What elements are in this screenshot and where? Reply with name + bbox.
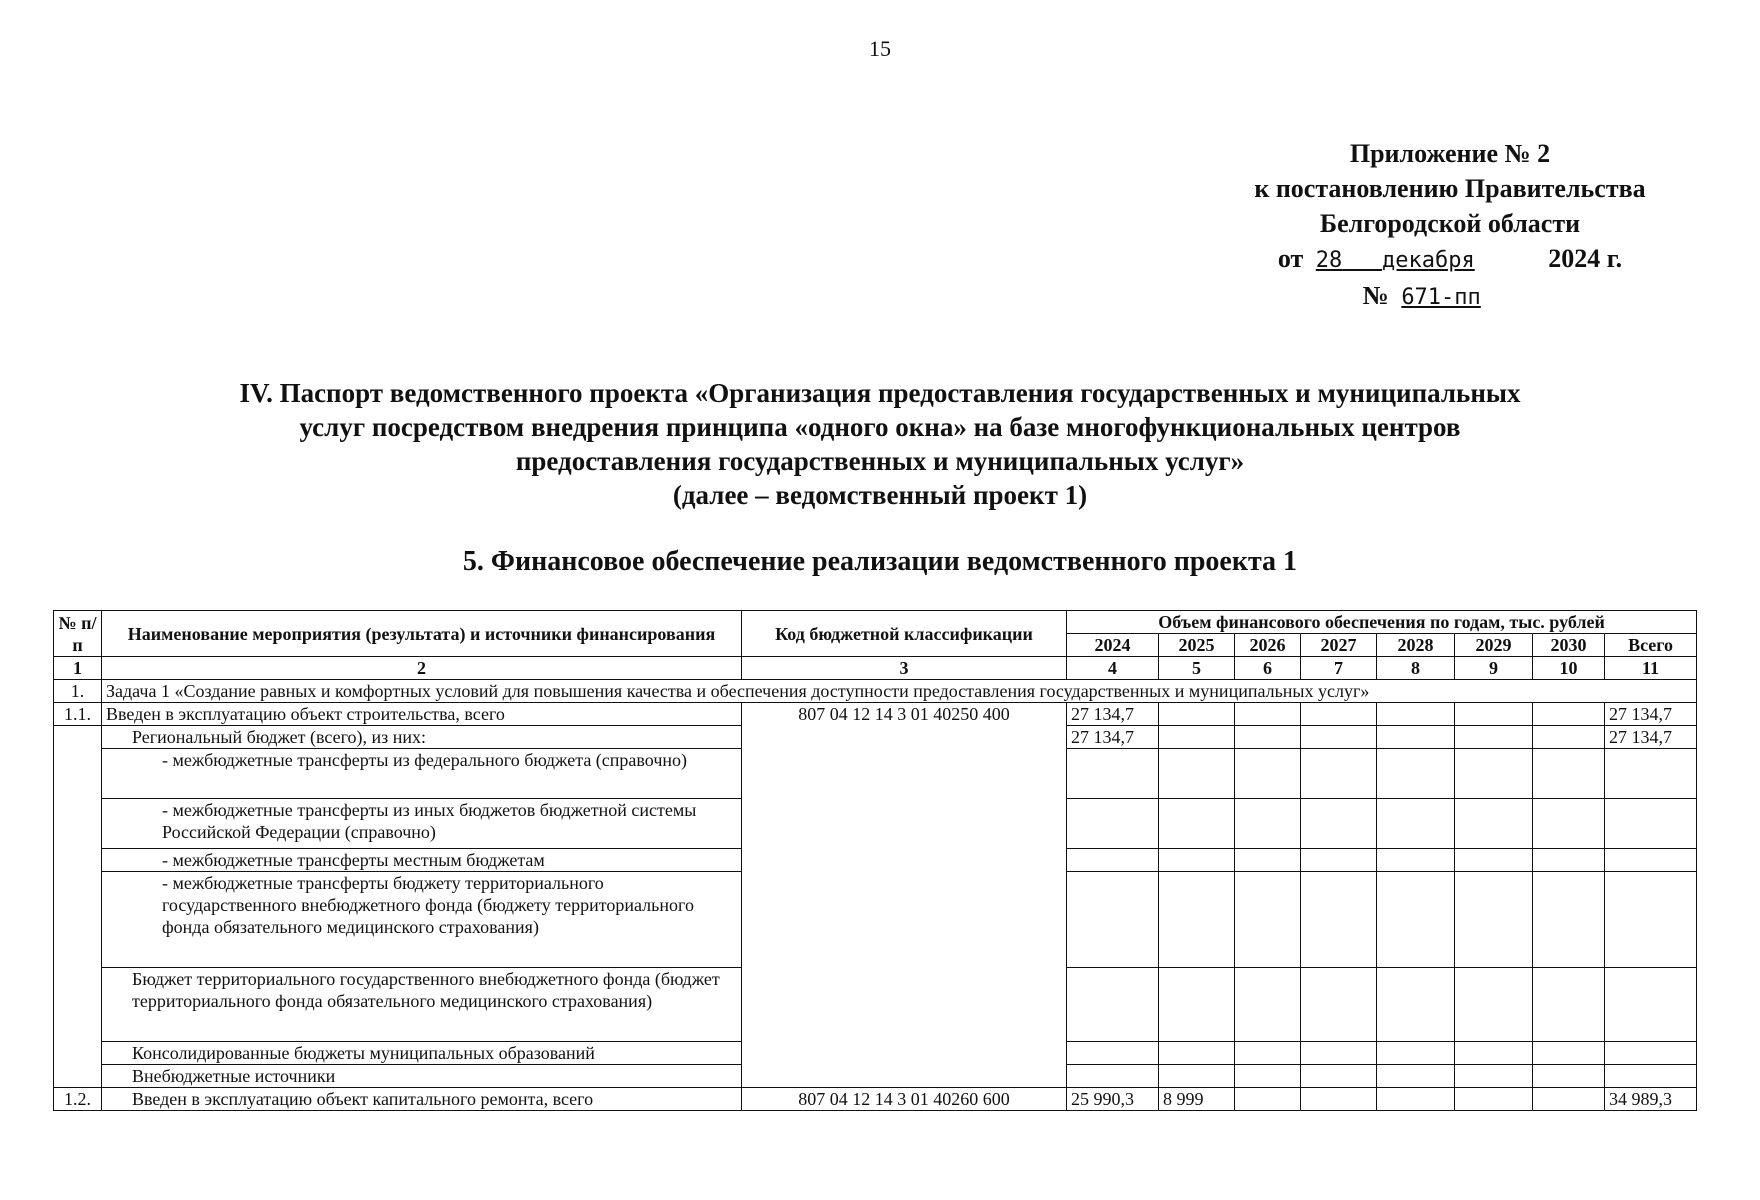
- row-value-2024: 25 990,3: [1067, 1088, 1159, 1111]
- row-value-2028: [1377, 726, 1455, 749]
- row-code: 807 04 12 14 3 01 40260 600: [742, 1088, 1067, 1111]
- task-row: [54, 680, 1697, 703]
- date-from-label: от: [1277, 244, 1304, 273]
- row-value-2027: [1301, 703, 1377, 726]
- header-row-1: [54, 611, 1697, 634]
- row-value-2028: [1377, 1065, 1455, 1088]
- header-year: 2024: [1067, 634, 1159, 657]
- title-line-2: услуг посредством внедрения принципа «одного окна» на базе многофункциональных центров: [299, 412, 1461, 442]
- row-name: - межбюджетные трансферты из иных бюджетов бюджетной системы Российской Федерации (справочно): [102, 799, 742, 849]
- section-title: 5. Финансовое обеспечение реализации ведомственного проекта 1: [462, 546, 1298, 577]
- row-value-2029: [1455, 703, 1533, 726]
- appendix-block: [1190, 136, 1710, 315]
- row-value-2027: [1301, 799, 1377, 849]
- appendix-line-2: к постановлению Правительства: [1254, 174, 1646, 203]
- row-value-2029: [1455, 799, 1533, 849]
- col-number: 3: [742, 657, 1067, 680]
- row-value-2027: [1301, 968, 1377, 1042]
- date-day: 28: [1315, 248, 1343, 273]
- row-num: 1.2.: [54, 1088, 102, 1111]
- col-number: 2: [102, 657, 742, 680]
- row-value-2024: [1067, 799, 1159, 849]
- row-value-total: [1605, 872, 1697, 968]
- row-code: 807 04 12 14 3 01 40250 400: [742, 703, 1067, 1088]
- row-value-2030: [1533, 749, 1605, 799]
- row-name: Бюджет территориального государственного внебюджетного фонда (бюджет территориального фонда обязательного медицинского страхования): [102, 968, 742, 1042]
- table-row: [54, 703, 1697, 726]
- row-value-2025: [1159, 726, 1235, 749]
- date-month: декабря: [1382, 248, 1475, 273]
- header-year: 2025: [1159, 634, 1235, 657]
- row-value-2028: [1377, 1088, 1455, 1111]
- row-value-2026: [1235, 726, 1301, 749]
- row-value-2028: [1377, 849, 1455, 872]
- row-value-2030: [1533, 703, 1605, 726]
- document-title: [0, 376, 1760, 512]
- row-value-total: [1605, 849, 1697, 872]
- row-value-2029: [1455, 749, 1533, 799]
- col-number: 10: [1533, 657, 1605, 680]
- row-value-2028: [1377, 749, 1455, 799]
- page-number: 15: [869, 36, 891, 61]
- row-value-2028: [1377, 1042, 1455, 1065]
- row-value-2030: [1533, 1042, 1605, 1065]
- row-value-total: [1605, 1065, 1697, 1088]
- appendix-number-line: [1190, 278, 1710, 315]
- header-volume: Объем финансового обеспечения по годам, тыс. рублей: [1067, 611, 1697, 634]
- row-value-2029: [1455, 1065, 1533, 1088]
- row-value-2026: [1235, 749, 1301, 799]
- column-number-row: [54, 657, 1697, 680]
- row-value-2025: [1159, 849, 1235, 872]
- row-value-2027: [1301, 726, 1377, 749]
- row-value-2029: [1455, 968, 1533, 1042]
- row-value-2026: [1235, 849, 1301, 872]
- col-number: 6: [1235, 657, 1301, 680]
- row-value-2030: [1533, 1088, 1605, 1111]
- row-value-2025: [1159, 872, 1235, 968]
- header-total: Всего: [1605, 634, 1697, 657]
- row-value-2030: [1533, 849, 1605, 872]
- row-value-2027: [1301, 1042, 1377, 1065]
- row-value-2028: [1377, 968, 1455, 1042]
- number-label: №: [1362, 281, 1389, 310]
- appendix-line-3: Белгородской области: [1319, 209, 1581, 238]
- row-value-total: 27 134,7: [1605, 726, 1697, 749]
- date-fill: [1310, 243, 1542, 278]
- row-value-2027: [1301, 849, 1377, 872]
- header-year: 2026: [1235, 634, 1301, 657]
- col-number: 1: [54, 657, 102, 680]
- row-name: - межбюджетные трансферты бюджету территориального государственного внебюджетного фонда (бюджету территориального фонда обязательного медицинского страхования): [102, 872, 742, 968]
- row-value-2024: [1067, 749, 1159, 799]
- row-value-total: [1605, 968, 1697, 1042]
- number-value: 671-пп: [1401, 285, 1481, 310]
- header-year: 2027: [1301, 634, 1377, 657]
- row-value-2025: 8 999: [1159, 1088, 1235, 1111]
- row-value-2025: [1159, 749, 1235, 799]
- row-num-empty: [54, 726, 102, 1088]
- col-number: 5: [1159, 657, 1235, 680]
- row-value-2025: [1159, 968, 1235, 1042]
- header-num: № п/п: [54, 611, 102, 657]
- row-value-2024: [1067, 1065, 1159, 1088]
- row-value-2027: [1301, 749, 1377, 799]
- row-value-2024: [1067, 849, 1159, 872]
- task-num: 1.: [54, 680, 102, 703]
- row-value-2028: [1377, 799, 1455, 849]
- row-value-2027: [1301, 1088, 1377, 1111]
- row-value-2029: [1455, 872, 1533, 968]
- row-value-2029: [1455, 849, 1533, 872]
- row-value-total: [1605, 749, 1697, 799]
- appendix-line-1: Приложение № 2: [1349, 139, 1551, 168]
- row-value-2024: [1067, 872, 1159, 968]
- row-value-2026: [1235, 703, 1301, 726]
- row-name: Введен в эксплуатацию объект капитального ремонта, всего: [102, 1088, 742, 1111]
- row-value-2026: [1235, 1088, 1301, 1111]
- row-name: Региональный бюджет (всего), из них:: [102, 726, 742, 749]
- row-name: Введен в эксплуатацию объект строительства, всего: [102, 703, 742, 726]
- row-value-2029: [1455, 1042, 1533, 1065]
- header-name: Наименование мероприятия (результата) и источники финансирования: [102, 611, 742, 657]
- header-year: 2028: [1377, 634, 1455, 657]
- row-value-2024: 27 134,7: [1067, 703, 1159, 726]
- row-name: - межбюджетные трансферты из федерального бюджета (справочно): [102, 749, 742, 799]
- row-value-2030: [1533, 1065, 1605, 1088]
- row-value-2030: [1533, 968, 1605, 1042]
- row-value-2029: [1455, 1088, 1533, 1111]
- row-value-2030: [1533, 726, 1605, 749]
- row-value-2024: [1067, 968, 1159, 1042]
- row-value-2024: 27 134,7: [1067, 726, 1159, 749]
- col-number: 8: [1377, 657, 1455, 680]
- row-value-2025: [1159, 703, 1235, 726]
- row-value-2028: [1377, 872, 1455, 968]
- row-value-2025: [1159, 799, 1235, 849]
- task-text: Задача 1 «Создание равных и комфортных условий для повышения качества и обеспечения доступности предоставления государственных и муниципальных услуг»: [102, 680, 1697, 703]
- row-num: 1.1.: [54, 703, 102, 726]
- row-name: Консолидированные бюджеты муниципальных образований: [102, 1042, 742, 1065]
- header-year: 2029: [1455, 634, 1533, 657]
- title-line-1: IV. Паспорт ведомственного проекта «Организация предоставления государственных и муниципальных: [239, 378, 1521, 408]
- col-number: 11: [1605, 657, 1697, 680]
- row-value-2030: [1533, 799, 1605, 849]
- col-number: 9: [1455, 657, 1533, 680]
- row-value-total: [1605, 1042, 1697, 1065]
- row-value-2026: [1235, 1042, 1301, 1065]
- financing-table: [53, 610, 1697, 1111]
- row-value-2026: [1235, 872, 1301, 968]
- row-name: - межбюджетные трансферты местным бюджетам: [102, 849, 742, 872]
- row-value-2025: [1159, 1042, 1235, 1065]
- table-row: [54, 1088, 1697, 1111]
- col-number: 7: [1301, 657, 1377, 680]
- row-value-total: [1605, 799, 1697, 849]
- title-line-4: (далее – ведомственный проект 1): [672, 480, 1088, 510]
- row-value-2027: [1301, 872, 1377, 968]
- header-code: Код бюджетной классификации: [742, 611, 1067, 657]
- row-value-2025: [1159, 1065, 1235, 1088]
- header-year: 2030: [1533, 634, 1605, 657]
- row-value-2027: [1301, 1065, 1377, 1088]
- title-line-3: предоставления государственных и муниципальных услуг»: [515, 446, 1245, 476]
- row-value-total: 34 989,3: [1605, 1088, 1697, 1111]
- row-value-2026: [1235, 1065, 1301, 1088]
- row-value-2026: [1235, 968, 1301, 1042]
- row-value-2028: [1377, 703, 1455, 726]
- col-number: 4: [1067, 657, 1159, 680]
- date-year: 2024 г.: [1548, 244, 1623, 273]
- row-value-2026: [1235, 799, 1301, 849]
- row-value-2030: [1533, 872, 1605, 968]
- row-value-2024: [1067, 1042, 1159, 1065]
- row-name: Внебюджетные источники: [102, 1065, 742, 1088]
- row-value-2029: [1455, 726, 1533, 749]
- row-value-total: 27 134,7: [1605, 703, 1697, 726]
- appendix-date-line: [1190, 241, 1710, 278]
